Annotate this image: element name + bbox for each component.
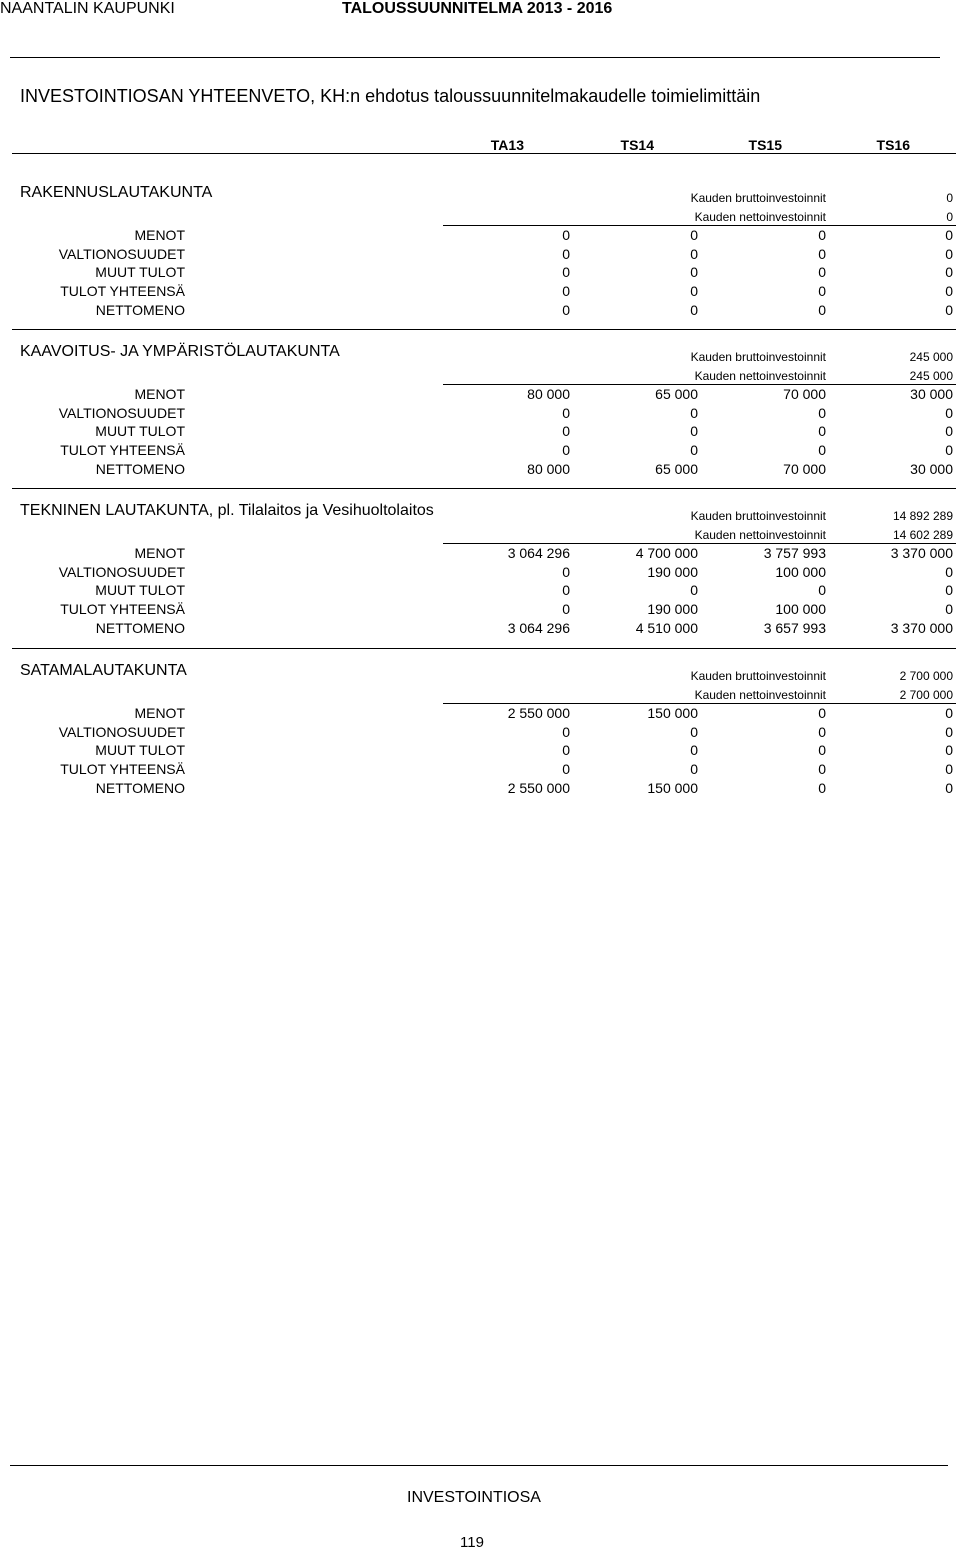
cell-ts15: 0 — [818, 582, 826, 599]
row-label: VALTIONOSUUDET — [58, 245, 185, 262]
section-divider — [12, 329, 956, 330]
cell-ts16: 0 — [945, 563, 953, 580]
cell-ts15: 0 — [818, 442, 826, 459]
cell-ta13: 0 — [562, 601, 570, 618]
row-label: NETTOMENO — [95, 301, 185, 318]
municipality-name: NAANTALIN KAUPUNKI — [0, 0, 175, 17]
net-investment-label: Kauden nettoinvestoinnit — [694, 210, 826, 224]
table-row-nettomeno — [0, 620, 960, 638]
cell-ts16: 0 — [945, 264, 953, 281]
net-investment-label: Kauden nettoinvestoinnit — [694, 688, 826, 702]
cell-ts15: 3 757 993 — [763, 545, 826, 561]
footer-section-label: INVESTOINTIOSA — [407, 1489, 541, 1506]
cell-ts14: 0 — [690, 423, 698, 440]
cell-ts14: 0 — [690, 723, 698, 740]
gross-investment-label: Kauden bruttoinvestoinnit — [690, 350, 826, 364]
section-2 — [0, 329, 960, 477]
cell-ts16: 0 — [945, 245, 953, 262]
net-investment-value: 0 — [946, 210, 953, 224]
cell-ta13: 3 064 296 — [507, 545, 570, 561]
gross-investment-label: Kauden bruttoinvestoinnit — [690, 191, 826, 205]
document-title-header: TALOUSSUUNNITELMA 2013 - 2016 — [342, 0, 613, 17]
cell-ts14: 0 — [690, 283, 698, 300]
table-row-muut-tulot — [0, 264, 960, 282]
row-label: TULOT YHTEENSÄ — [60, 442, 185, 459]
cell-ts15: 100 000 — [775, 563, 826, 580]
net-investment-label: Kauden nettoinvestoinnit — [694, 369, 826, 383]
cell-ta13: 0 — [562, 245, 570, 262]
net-investment-value: 245 000 — [909, 369, 953, 383]
cell-ts15: 0 — [818, 742, 826, 759]
cell-ts16: 0 — [945, 582, 953, 599]
section-title: RAKENNUSLAUTAKUNTA — [20, 184, 213, 201]
cell-ta13: 0 — [562, 404, 570, 421]
section-divider — [12, 488, 956, 489]
table-row-valtionosuudet — [0, 246, 960, 264]
row-label: MENOT — [134, 705, 185, 721]
section-divider — [12, 648, 956, 649]
cell-ts14: 0 — [690, 761, 698, 778]
cell-ts16: 0 — [945, 227, 953, 243]
gross-investment-label: Kauden bruttoinvestoinnit — [690, 669, 826, 683]
cell-ts15: 0 — [818, 723, 826, 740]
cell-ta13: 80 000 — [527, 460, 570, 477]
section-title: KAAVOITUS- JA YMPÄRISTÖLAUTAKUNTA — [20, 343, 340, 360]
column-header-divider — [12, 153, 956, 154]
table-row-valtionosuudet — [0, 405, 960, 423]
cell-ts14: 0 — [690, 582, 698, 599]
table-row-menot — [0, 227, 960, 245]
section-title: TEKNINEN LAUTAKUNTA, pl. Tilalaitos ja Vesihuoltolaitos — [20, 502, 434, 519]
section-title: SATAMALAUTAKUNTA — [20, 662, 187, 679]
cell-ts15: 0 — [818, 301, 826, 318]
cell-ts16: 0 — [945, 301, 953, 318]
cell-ta13: 0 — [562, 761, 570, 778]
page-title: INVESTOINTIOSAN YHTEENVETO, KH:n ehdotus taloussuunnitelmakaudelle toimielimittäin — [20, 86, 761, 106]
cell-ts14: 65 000 — [655, 386, 698, 402]
footer-divider — [10, 1465, 948, 1466]
cell-ts16: 0 — [945, 423, 953, 440]
table-row-valtionosuudet — [0, 724, 960, 742]
cell-ta13: 0 — [562, 227, 570, 243]
cell-ta13: 2 550 000 — [507, 779, 570, 796]
cell-ts16: 0 — [945, 283, 953, 300]
section-1 — [0, 170, 960, 318]
column-header-ts14: TS14 — [620, 137, 654, 153]
cell-ts14: 0 — [690, 227, 698, 243]
table-row-tulot-yhteensä — [0, 442, 960, 460]
table-row-muut-tulot — [0, 423, 960, 441]
cell-ts14: 0 — [690, 442, 698, 459]
cell-ts16: 0 — [945, 442, 953, 459]
cell-ts14: 150 000 — [647, 779, 698, 796]
cell-ta13: 0 — [562, 582, 570, 599]
row-label: VALTIONOSUUDET — [58, 723, 185, 740]
row-label: VALTIONOSUUDET — [58, 563, 185, 580]
cell-ts15: 70 000 — [783, 386, 826, 402]
column-header-ta13: TA13 — [490, 137, 524, 153]
cell-ts14: 0 — [690, 301, 698, 318]
cell-ta13: 0 — [562, 423, 570, 440]
cell-ts15: 0 — [818, 779, 826, 796]
cell-ts16: 30 000 — [910, 386, 953, 402]
cell-ts16: 3 370 000 — [890, 619, 953, 636]
cell-ts14: 0 — [690, 404, 698, 421]
cell-ts14: 65 000 — [655, 460, 698, 477]
table-row-nettomeno — [0, 780, 960, 798]
cell-ts15: 0 — [818, 761, 826, 778]
cell-ts14: 0 — [690, 742, 698, 759]
cell-ts15: 0 — [818, 705, 826, 721]
cell-ts15: 0 — [818, 423, 826, 440]
cell-ta13: 0 — [562, 563, 570, 580]
cell-ts16: 3 370 000 — [890, 545, 953, 561]
section-3 — [0, 488, 960, 636]
cell-ta13: 3 064 296 — [507, 619, 570, 636]
table-row-valtionosuudet — [0, 564, 960, 582]
cell-ta13: 0 — [562, 723, 570, 740]
row-label: VALTIONOSUUDET — [58, 404, 185, 421]
table-row-menot — [0, 386, 960, 404]
cell-ts16: 0 — [945, 705, 953, 721]
cell-ts16: 0 — [945, 761, 953, 778]
section-4 — [0, 648, 960, 796]
table-row-menot — [0, 705, 960, 723]
cell-ts15: 70 000 — [783, 460, 826, 477]
summary-divider — [443, 703, 956, 704]
row-label: MUUT TULOT — [95, 264, 185, 281]
cell-ts16: 30 000 — [910, 460, 953, 477]
row-label: MUUT TULOT — [95, 742, 185, 759]
gross-investment-value: 0 — [946, 191, 953, 205]
cell-ta13: 2 550 000 — [507, 705, 570, 721]
cell-ts14: 4 510 000 — [635, 619, 698, 636]
cell-ta13: 0 — [562, 283, 570, 300]
row-label: MENOT — [134, 227, 185, 243]
row-label: TULOT YHTEENSÄ — [60, 601, 185, 618]
table-row-muut-tulot — [0, 582, 960, 600]
row-label: NETTOMENO — [95, 779, 185, 796]
table-row-tulot-yhteensä — [0, 761, 960, 779]
row-label: MUUT TULOT — [95, 582, 185, 599]
cell-ts16: 0 — [945, 601, 953, 618]
summary-divider — [443, 384, 956, 385]
row-label: NETTOMENO — [95, 460, 185, 477]
gross-investment-value: 245 000 — [909, 350, 953, 364]
net-investment-label: Kauden nettoinvestoinnit — [694, 528, 826, 542]
net-investment-value: 2 700 000 — [899, 688, 953, 702]
column-header-ts16: TS16 — [876, 137, 910, 153]
row-label: TULOT YHTEENSÄ — [60, 761, 185, 778]
cell-ts14: 0 — [690, 245, 698, 262]
row-label: MENOT — [134, 545, 185, 561]
cell-ts16: 0 — [945, 723, 953, 740]
cell-ts14: 150 000 — [647, 705, 698, 721]
cell-ts14: 4 700 000 — [635, 545, 698, 561]
cell-ta13: 0 — [562, 442, 570, 459]
table-row-tulot-yhteensä — [0, 283, 960, 301]
gross-investment-value: 14 892 289 — [892, 509, 953, 523]
summary-divider — [443, 543, 956, 544]
gross-investment-label: Kauden bruttoinvestoinnit — [690, 509, 826, 523]
cell-ta13: 80 000 — [527, 386, 570, 402]
cell-ts14: 0 — [690, 264, 698, 281]
row-label: MUUT TULOT — [95, 423, 185, 440]
cell-ta13: 0 — [562, 301, 570, 318]
summary-divider — [443, 225, 956, 226]
cell-ts15: 0 — [818, 404, 826, 421]
cell-ts15: 0 — [818, 264, 826, 281]
cell-ts15: 0 — [818, 283, 826, 300]
cell-ts16: 0 — [945, 404, 953, 421]
cell-ts15: 0 — [818, 245, 826, 262]
cell-ts15: 100 000 — [775, 601, 826, 618]
table-row-nettomeno — [0, 302, 960, 320]
header-divider — [10, 57, 940, 58]
table-row-menot — [0, 545, 960, 563]
cell-ta13: 0 — [562, 264, 570, 281]
page-number: 119 — [460, 1534, 484, 1551]
cell-ts14: 190 000 — [647, 563, 698, 580]
cell-ts14: 190 000 — [647, 601, 698, 618]
cell-ts16: 0 — [945, 779, 953, 796]
row-label: TULOT YHTEENSÄ — [60, 283, 185, 300]
cell-ta13: 0 — [562, 742, 570, 759]
row-label: MENOT — [134, 386, 185, 402]
cell-ts15: 3 657 993 — [763, 619, 826, 636]
row-label: NETTOMENO — [95, 619, 185, 636]
table-row-muut-tulot — [0, 742, 960, 760]
column-header-ts15: TS15 — [748, 137, 782, 153]
cell-ts16: 0 — [945, 742, 953, 759]
table-row-nettomeno — [0, 461, 960, 479]
cell-ts15: 0 — [818, 227, 826, 243]
net-investment-value: 14 602 289 — [892, 528, 953, 542]
table-row-tulot-yhteensä — [0, 601, 960, 619]
gross-investment-value: 2 700 000 — [899, 669, 953, 683]
